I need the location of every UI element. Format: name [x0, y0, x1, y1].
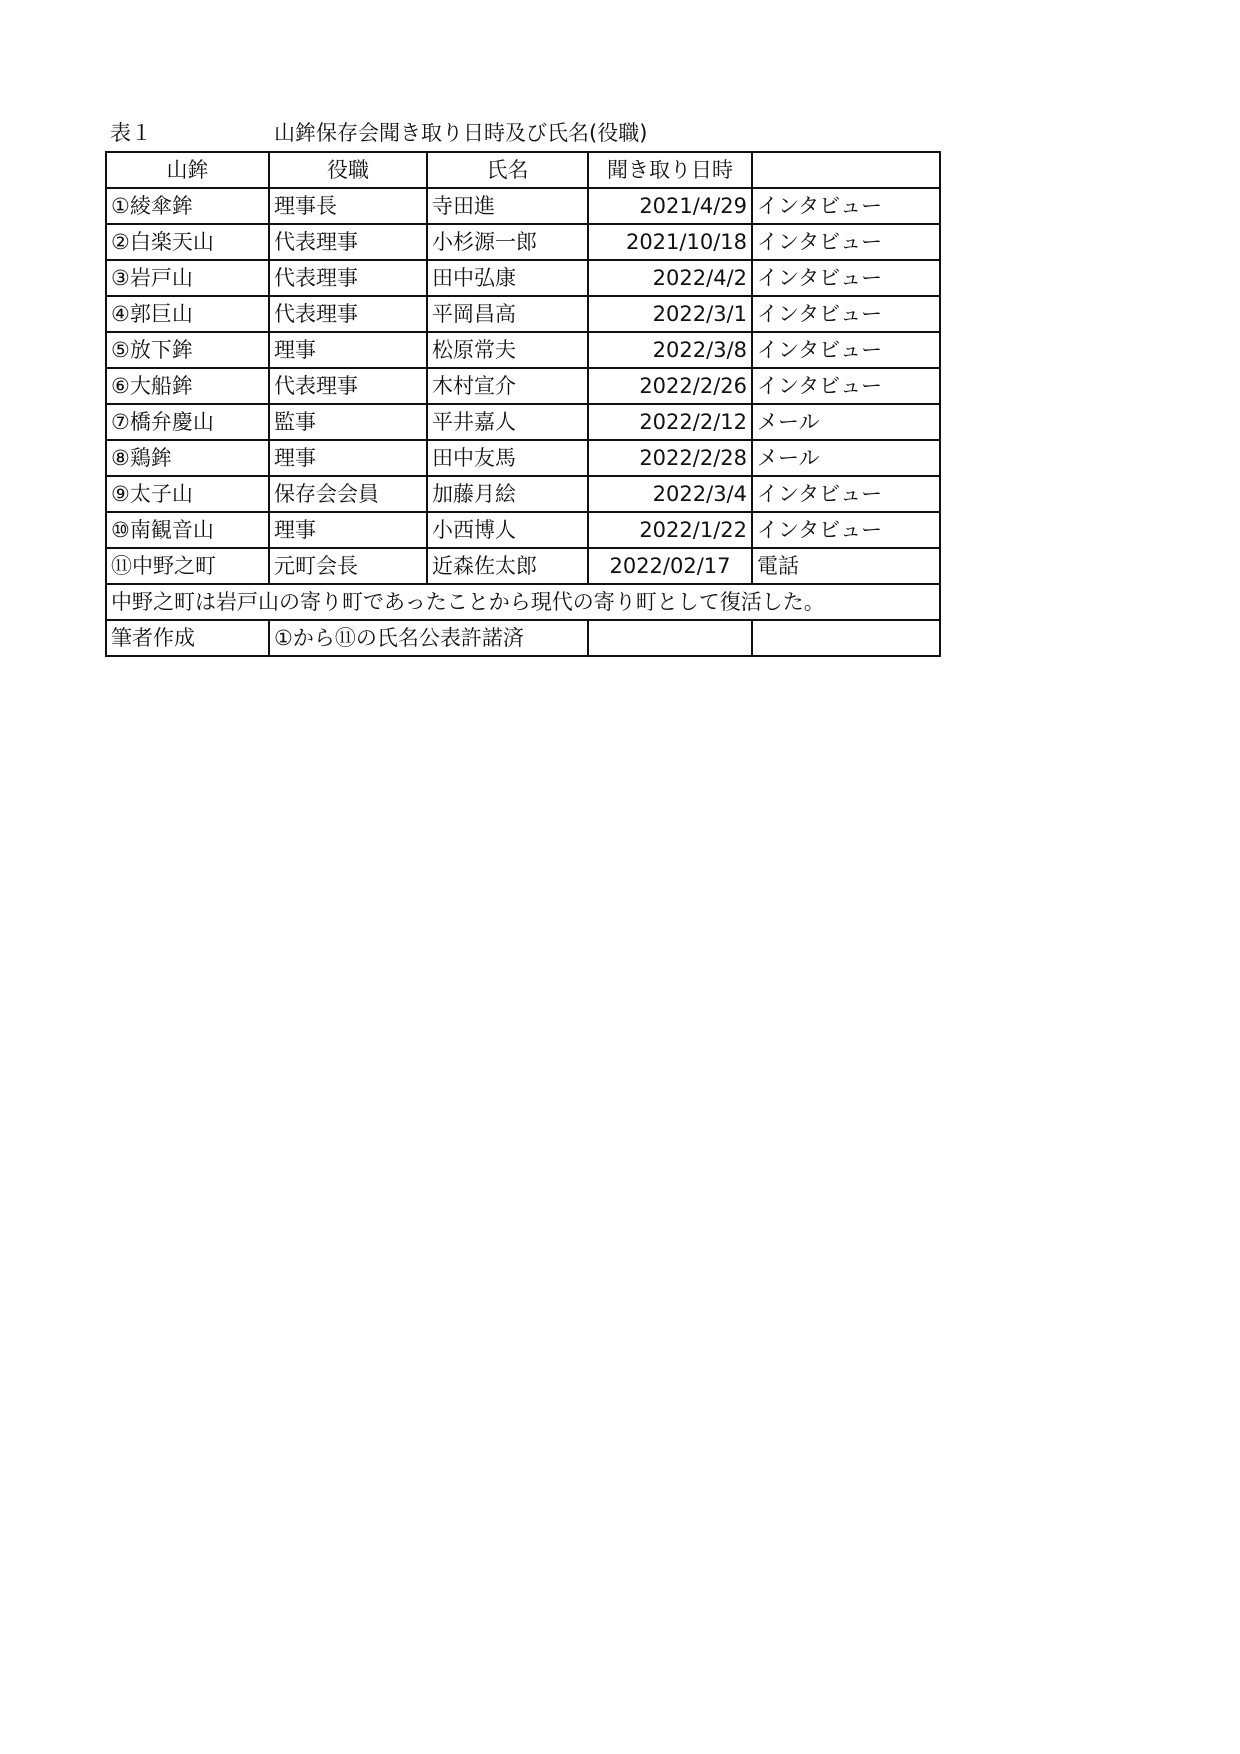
author-cell: 筆者作成: [106, 620, 269, 656]
cell-method: インタビュー: [752, 260, 940, 296]
cell-role: 代表理事: [269, 260, 427, 296]
header-cell-method: [752, 152, 940, 188]
cell-date: 2022/02/17: [588, 548, 752, 584]
note-row: [106, 584, 940, 620]
cell-method: インタビュー: [752, 512, 940, 548]
cell-hoko: ②白楽天山: [106, 224, 269, 260]
cell-hoko: ⑨太子山: [106, 476, 269, 512]
header-cell-date: 聞き取り日時: [588, 152, 752, 188]
cell-hoko: ⑪中野之町: [106, 548, 269, 584]
cell-date: 2022/3/4: [588, 476, 752, 512]
cell-date: 2022/4/2: [588, 260, 752, 296]
cell-name: 寺田進: [427, 188, 588, 224]
cell-method: インタビュー: [752, 476, 940, 512]
cell-role: 監事: [269, 404, 427, 440]
table-row: [106, 260, 940, 296]
interview-table: [105, 151, 941, 657]
table-row: [106, 512, 940, 548]
cell-hoko: ⑧鶏鉾: [106, 440, 269, 476]
cell-name: 加藤月絵: [427, 476, 588, 512]
table-title: 山鉾保存会聞き取り日時及び氏名(役職): [274, 121, 648, 145]
cell-name: 田中弘康: [427, 260, 588, 296]
cell-role: 理事長: [269, 188, 427, 224]
header-cell-hoko: 山鉾: [106, 152, 269, 188]
cell-hoko: ⑤放下鉾: [106, 332, 269, 368]
cell-method: メール: [752, 404, 940, 440]
cell-name: 平井嘉人: [427, 404, 588, 440]
footer-row: [106, 620, 940, 656]
cell-hoko: ④郭巨山: [106, 296, 269, 332]
cell-role: 保存会会員: [269, 476, 427, 512]
cell-name: 平岡昌高: [427, 296, 588, 332]
cell-method: メール: [752, 440, 940, 476]
cell-method: インタビュー: [752, 224, 940, 260]
header-cell-name: 氏名: [427, 152, 588, 188]
table-row: [106, 404, 940, 440]
table-row: [106, 332, 940, 368]
cell-method: 電話: [752, 548, 940, 584]
cell-name: 木村宣介: [427, 368, 588, 404]
cell-hoko: ⑥大船鉾: [106, 368, 269, 404]
cell-hoko: ①綾傘鉾: [106, 188, 269, 224]
cell-name: 近森佐太郎: [427, 548, 588, 584]
cell-date: 2022/2/28: [588, 440, 752, 476]
table-caption: [110, 116, 950, 150]
table-row: [106, 224, 940, 260]
note-cell: 中野之町は岩戸山の寄り町であったことから現代の寄り町として復活した。: [106, 584, 940, 620]
cell-date: 2022/2/26: [588, 368, 752, 404]
cell-role: 代表理事: [269, 296, 427, 332]
cell-hoko: ③岩戸山: [106, 260, 269, 296]
cell-role: 代表理事: [269, 368, 427, 404]
cell-role: 理事: [269, 512, 427, 548]
cell-name: 小杉源一郎: [427, 224, 588, 260]
cell-hoko: ⑦橋弁慶山: [106, 404, 269, 440]
cell-name: 小西博人: [427, 512, 588, 548]
cell-hoko: ⑩南観音山: [106, 512, 269, 548]
table-row: [106, 548, 940, 584]
empty-cell: [588, 620, 752, 656]
table-number: 表１: [110, 121, 152, 145]
cell-role: 代表理事: [269, 224, 427, 260]
cell-date: 2022/1/22: [588, 512, 752, 548]
table-row: [106, 296, 940, 332]
table-row: [106, 368, 940, 404]
cell-role: 理事: [269, 440, 427, 476]
cell-name: 田中友馬: [427, 440, 588, 476]
cell-method: インタビュー: [752, 332, 940, 368]
cell-name: 松原常夫: [427, 332, 588, 368]
cell-role: 元町会長: [269, 548, 427, 584]
table-row: [106, 476, 940, 512]
table-row: [106, 440, 940, 476]
cell-date: 2022/3/1: [588, 296, 752, 332]
cell-date: 2021/4/29: [588, 188, 752, 224]
cell-method: インタビュー: [752, 296, 940, 332]
empty-cell: [752, 620, 940, 656]
cell-date: 2022/2/12: [588, 404, 752, 440]
cell-method: インタビュー: [752, 188, 940, 224]
header-row: [106, 152, 940, 188]
cell-role: 理事: [269, 332, 427, 368]
table-row: [106, 188, 940, 224]
permission-cell: ①から⑪の氏名公表許諾済: [269, 620, 588, 656]
cell-date: 2022/3/8: [588, 332, 752, 368]
cell-method: インタビュー: [752, 368, 940, 404]
cell-date: 2021/10/18: [588, 224, 752, 260]
header-cell-role: 役職: [269, 152, 427, 188]
